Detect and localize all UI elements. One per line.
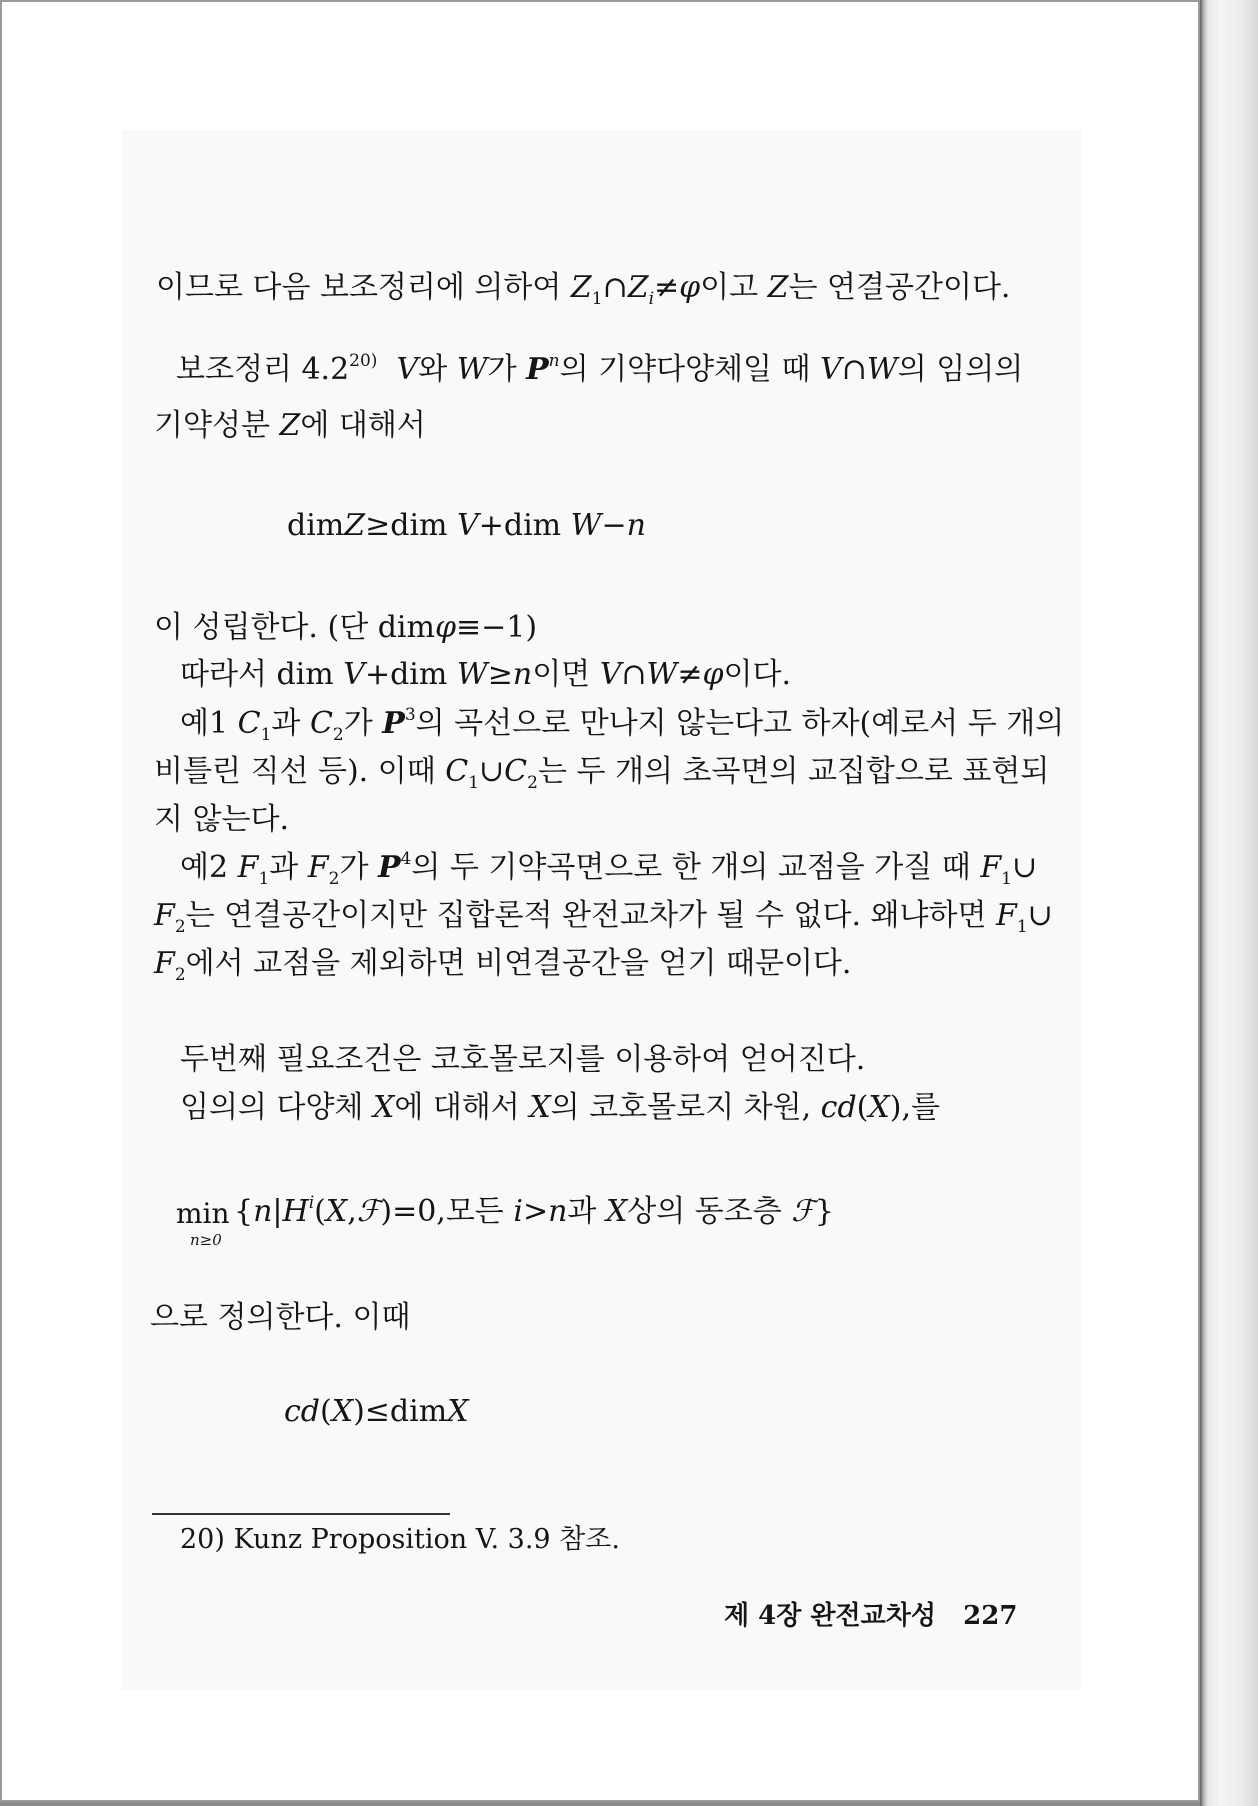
page-number: 227 bbox=[963, 1601, 1018, 1631]
equation-2 bbox=[234, 1194, 834, 1230]
math-op: ≥ bbox=[365, 508, 391, 543]
math-w: W bbox=[570, 508, 602, 543]
text: )=0,모든 bbox=[380, 1194, 514, 1229]
math-v: V bbox=[396, 352, 419, 387]
text: 는 연결공간이다. bbox=[788, 270, 1011, 305]
math-op: ( bbox=[320, 1394, 332, 1429]
math-n: n bbox=[253, 1194, 273, 1229]
text: ≡−1) bbox=[456, 610, 538, 645]
math-text: dim bbox=[503, 508, 562, 543]
subscript: 1 bbox=[1001, 869, 1012, 889]
math-op: − bbox=[601, 508, 627, 543]
subscript: 2 bbox=[174, 965, 186, 985]
min-operator bbox=[176, 1197, 230, 1249]
text: 의 임의의 bbox=[897, 352, 1024, 387]
text: 두번째 필요조건은 코호몰로지를 이용하여 얻어진다. bbox=[180, 1042, 866, 1077]
text: ),를 bbox=[889, 1090, 940, 1125]
math-x: X bbox=[447, 1394, 469, 1429]
math-f: F bbox=[307, 850, 329, 885]
text-hence bbox=[180, 657, 791, 693]
math-phi: φ bbox=[702, 657, 724, 692]
second-condition-line-2 bbox=[180, 1090, 940, 1126]
subscript: 2 bbox=[332, 725, 344, 745]
text-definition bbox=[150, 1300, 410, 1336]
math-c: C bbox=[504, 754, 528, 789]
text: ( bbox=[856, 1090, 869, 1125]
lemma-line-1 bbox=[176, 352, 1023, 388]
math-f: F bbox=[154, 898, 175, 933]
text: 과 bbox=[567, 1194, 606, 1229]
math-phi: φ bbox=[434, 610, 456, 645]
superscript: i bbox=[308, 1193, 315, 1213]
math-op: | bbox=[272, 1194, 283, 1229]
math-v: V bbox=[457, 508, 479, 543]
text: 이다. bbox=[723, 657, 792, 692]
equation-1 bbox=[287, 508, 646, 544]
math-c: C bbox=[309, 706, 333, 741]
footnote bbox=[180, 1522, 620, 1558]
math-p: P bbox=[526, 352, 549, 387]
superscript: 3 bbox=[404, 705, 416, 725]
example-label: 예2 bbox=[180, 850, 238, 885]
math-w: W bbox=[646, 657, 678, 692]
equation-3 bbox=[284, 1394, 469, 1430]
footnote-text: 20) Kunz Proposition V. 3.9 참조. bbox=[180, 1524, 620, 1555]
page-footer bbox=[724, 1598, 1017, 1634]
math-n: n bbox=[512, 657, 533, 692]
text: 의 두 기약곡면으로 한 개의 교점을 가질 때 bbox=[411, 850, 981, 885]
text: +dim bbox=[364, 657, 448, 692]
math-x: X bbox=[529, 1090, 551, 1125]
footnote-rule bbox=[152, 1513, 450, 1515]
math-n: n bbox=[626, 508, 646, 543]
math-x: X bbox=[372, 1090, 395, 1125]
math-x: X bbox=[868, 1090, 890, 1125]
superscript: n bbox=[548, 351, 560, 371]
text: 기약성분 bbox=[154, 408, 280, 443]
text: 가 bbox=[343, 706, 383, 741]
math-f: F bbox=[154, 946, 175, 981]
subscript: 1 bbox=[468, 773, 480, 793]
math-op: , bbox=[347, 1194, 357, 1229]
math-min: min bbox=[176, 1197, 230, 1230]
example-2-line-1 bbox=[180, 849, 1038, 889]
text: 는 연결공간이지만 집합론적 완전교차가 될 수 없다. 왜냐하면 bbox=[185, 898, 996, 933]
text: 의 곡선으로 만나지 않는다고 하자(예로서 두 개의 bbox=[415, 706, 1065, 741]
text-after-eq1 bbox=[154, 610, 537, 646]
superscript: 4 bbox=[400, 849, 412, 869]
math-i: i bbox=[513, 1194, 523, 1229]
neq-symbol: ≠ bbox=[677, 657, 703, 692]
math-op: ( bbox=[314, 1194, 326, 1229]
math-v: V bbox=[343, 657, 365, 692]
text: 이 성립한다. (단 dim bbox=[154, 610, 435, 645]
math-v: V bbox=[599, 657, 622, 692]
example-1-line-3 bbox=[154, 802, 289, 838]
math-f: F bbox=[995, 898, 1017, 933]
subscript: 1 bbox=[258, 869, 270, 889]
math-c: C bbox=[237, 706, 261, 741]
lemma-label: 보조정리 4.2 bbox=[176, 352, 350, 387]
math-cd: cd bbox=[820, 1090, 857, 1125]
math-x: X bbox=[331, 1394, 354, 1429]
neq-symbol: ≠ bbox=[654, 270, 680, 305]
min-subscript: n≥0 bbox=[190, 1231, 222, 1249]
text: 이면 bbox=[532, 657, 600, 692]
subscript: 1 bbox=[260, 725, 272, 745]
math-z: Z bbox=[279, 408, 301, 443]
math-op: } bbox=[814, 1194, 834, 1229]
math-c: C bbox=[445, 754, 469, 789]
math-w: W bbox=[456, 657, 488, 692]
text: 에서 교점을 제외하면 비연결공간을 얻기 때문이다. bbox=[185, 946, 852, 981]
text: 과 bbox=[269, 850, 308, 885]
math-op: > bbox=[522, 1194, 549, 1229]
text: 따라서 dim bbox=[180, 657, 334, 692]
math-v: V bbox=[820, 352, 842, 387]
example-1-line-1 bbox=[180, 705, 1065, 745]
cap-symbol: ∩ bbox=[602, 270, 628, 305]
text: 에 대해서 bbox=[394, 1090, 530, 1125]
example-2-line-3 bbox=[154, 946, 852, 985]
cup-symbol: ∪ bbox=[1011, 850, 1038, 885]
example-label: 예1 bbox=[180, 706, 238, 741]
cup-symbol: ∪ bbox=[479, 754, 505, 789]
math-f: F bbox=[237, 850, 259, 885]
text: 와 bbox=[418, 352, 457, 387]
text: 과 bbox=[271, 706, 310, 741]
second-condition-line-1 bbox=[180, 1042, 865, 1078]
text: 이므로 다음 보조정리에 의하여 bbox=[156, 270, 571, 305]
text: 지 않는다. bbox=[154, 802, 289, 837]
subscript: 2 bbox=[527, 773, 538, 793]
subscript: 2 bbox=[174, 917, 186, 937]
math-z: Z bbox=[627, 270, 649, 305]
math-x: X bbox=[605, 1194, 628, 1229]
text: 임의의 다양체 bbox=[180, 1090, 373, 1125]
math-phi: φ bbox=[679, 270, 701, 305]
math-w: W bbox=[456, 352, 488, 387]
sheaf-symbol: ℱ bbox=[356, 1194, 381, 1229]
text: 상의 동조층 bbox=[627, 1194, 792, 1229]
subscript: 1 bbox=[591, 289, 603, 309]
example-1-line-2 bbox=[154, 754, 1050, 793]
page-edge bbox=[1200, 0, 1258, 1806]
math-cd: cd bbox=[284, 1394, 321, 1429]
math-f: F bbox=[980, 850, 1002, 885]
text-line-1 bbox=[156, 270, 1011, 309]
chapter-title: 제 4장 완전교차성 bbox=[724, 1601, 937, 1631]
math-z: Z bbox=[344, 508, 366, 543]
text: 으로 정의한다. 이때 bbox=[150, 1300, 411, 1335]
cap-symbol: ∩ bbox=[841, 352, 867, 387]
text: 가 bbox=[487, 352, 527, 387]
text: 에 대해서 bbox=[300, 408, 426, 443]
subscript: i bbox=[648, 289, 655, 309]
math-z: Z bbox=[570, 270, 592, 305]
math-n: n bbox=[548, 1194, 568, 1229]
math-op: )≤dim bbox=[353, 1394, 448, 1429]
math-text: dim bbox=[390, 508, 448, 543]
text: 는 두 개의 초곡면의 교집합으로 표현되 bbox=[537, 754, 1050, 789]
footnote-ref: 20) bbox=[349, 351, 378, 371]
math-op: + bbox=[478, 508, 504, 543]
text: 의 코호몰로지 차원, bbox=[550, 1090, 821, 1125]
math-z: Z bbox=[767, 270, 789, 305]
text: 의 기약다양체일 때 bbox=[559, 352, 821, 387]
example-2-line-2 bbox=[154, 898, 1053, 937]
lemma-line-2 bbox=[154, 408, 426, 444]
sheaf-symbol: ℱ bbox=[791, 1194, 815, 1229]
cap-symbol: ∩ bbox=[621, 657, 647, 692]
math-h: H bbox=[282, 1194, 309, 1229]
text: 이고 bbox=[700, 270, 768, 305]
math-op: { bbox=[234, 1194, 254, 1229]
math-p: P bbox=[382, 706, 405, 741]
math-op: ≥ bbox=[487, 657, 513, 692]
subscript: 1 bbox=[1016, 917, 1028, 937]
math-w: W bbox=[866, 352, 898, 387]
math-text: dim bbox=[287, 508, 345, 543]
cup-symbol: ∪ bbox=[1027, 898, 1053, 933]
math-p: P bbox=[377, 850, 401, 885]
text: 가 bbox=[339, 850, 378, 885]
subscript: 2 bbox=[328, 869, 340, 889]
text: 비틀린 직선 등). 이때 bbox=[154, 754, 446, 789]
math-x: X bbox=[325, 1194, 348, 1229]
